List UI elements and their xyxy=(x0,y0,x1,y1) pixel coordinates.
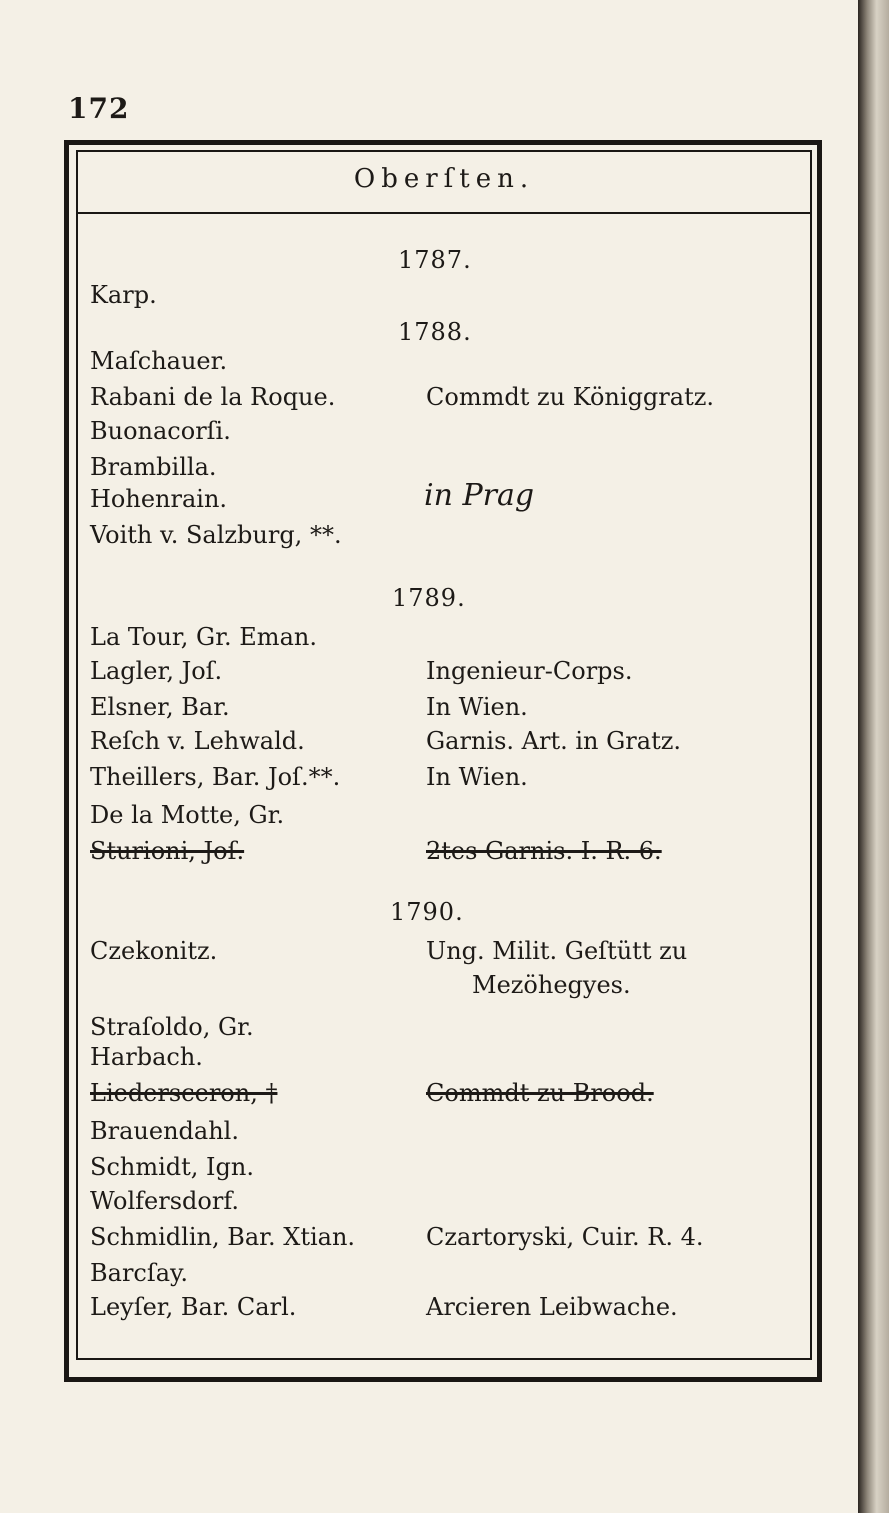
list-item xyxy=(90,1010,802,1044)
officer-note: Garnis. Art. in Gratz. xyxy=(426,727,681,755)
officer-name: Rabani de la Roque. xyxy=(90,383,336,411)
officer-name: La Tour, Gr. Eman. xyxy=(90,623,317,651)
list-item xyxy=(90,1184,802,1218)
list-item xyxy=(90,1040,802,1074)
officer-note: 2tes Garnis. I. R. 6. xyxy=(426,837,662,865)
list-item xyxy=(90,620,802,654)
officer-note: Ingenieur-Corps. xyxy=(426,657,633,685)
page-edge xyxy=(858,0,889,1513)
list-item xyxy=(90,760,802,794)
officer-name: Brambilla. xyxy=(90,453,217,481)
officer-name: Schmidt, Ign. xyxy=(90,1153,254,1181)
officer-note: Ung. Milit. Geſtütt zu xyxy=(426,937,688,965)
officer-note: Commdt zu Brood. xyxy=(426,1079,654,1107)
list-item xyxy=(90,690,802,724)
year-heading: 1790. xyxy=(390,898,464,926)
officer-name: Harbach. xyxy=(90,1043,203,1071)
officer-note: Czartoryski, Cuir. R. 4. xyxy=(426,1223,704,1251)
officer-name: Barcſay. xyxy=(90,1259,189,1287)
list-item xyxy=(90,278,802,312)
page-heading: Oberſten. xyxy=(353,164,535,194)
list-item xyxy=(90,380,802,414)
officer-note: In Wien. xyxy=(426,763,528,791)
list-item xyxy=(90,1256,802,1290)
officer-name: Leyſer, Bar. Carl. xyxy=(90,1293,297,1321)
list-item xyxy=(90,414,802,448)
officer-name: Hohenrain. xyxy=(90,485,228,513)
officer-name: Reſch v. Lehwald. xyxy=(90,727,305,755)
officer-name: Brauendahl. xyxy=(90,1117,239,1145)
officer-name: Lagler, Joſ. xyxy=(90,657,223,685)
page-number: 172 xyxy=(68,92,130,125)
year-heading: 1789. xyxy=(392,584,466,612)
list-item xyxy=(90,1220,802,1254)
officer-note: Commdt zu Königgratz. xyxy=(426,383,714,411)
heading-rule xyxy=(78,212,810,214)
list-item xyxy=(90,834,802,868)
list-item xyxy=(90,1150,802,1184)
list-item xyxy=(90,798,802,832)
officer-name: Theillers, Bar. Joſ.**. xyxy=(90,763,341,791)
officer-name: Liedersceron, † xyxy=(90,1079,278,1107)
list-item xyxy=(90,1076,802,1110)
officer-note-continuation: Mezöhegyes. xyxy=(472,971,631,999)
list-item xyxy=(90,934,802,999)
list-item xyxy=(90,518,802,552)
officer-name: Buonacorſi. xyxy=(90,417,231,445)
list-item xyxy=(90,1114,802,1148)
officer-name: De la Motte, Gr. xyxy=(90,801,285,829)
officer-name: Elsner, Bar. xyxy=(90,693,230,721)
officer-name: Schmidlin, Bar. Xtian. xyxy=(90,1223,356,1251)
officer-name: Wolfersdorf. xyxy=(90,1187,239,1215)
list-item xyxy=(90,1290,802,1324)
list-item xyxy=(90,654,802,688)
officer-name: Czekonitz. xyxy=(90,937,218,965)
officer-name: Voith v. Salzburg, **. xyxy=(90,521,342,549)
year-heading: 1788. xyxy=(398,318,472,346)
officer-name: Straſoldo, Gr. xyxy=(90,1013,254,1041)
officer-name: Sturioni, Joſ. xyxy=(90,837,245,865)
officer-name: Karp. xyxy=(90,281,157,309)
officer-name: Maſchauer. xyxy=(90,347,228,375)
year-heading: 1787. xyxy=(398,246,472,274)
list-item xyxy=(90,724,802,758)
list-item xyxy=(90,344,802,378)
officer-note: Arcieren Leibwache. xyxy=(426,1293,678,1321)
officer-note: In Wien. xyxy=(426,693,528,721)
handwritten-note: in Prag xyxy=(424,478,535,513)
